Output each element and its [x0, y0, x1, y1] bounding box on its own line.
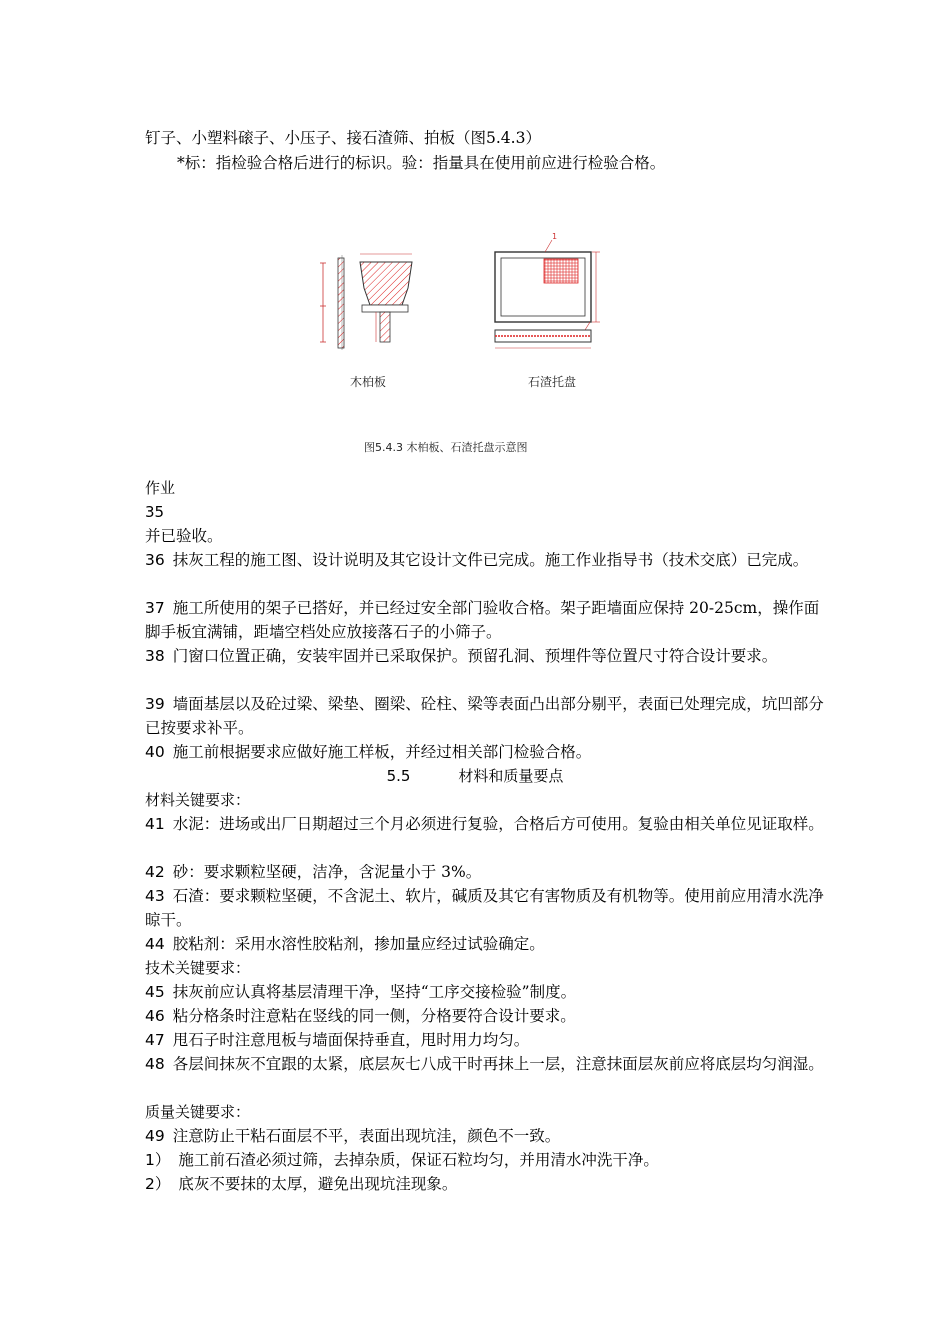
- sub-item-2: 2） 底灰不要抹的太厚，避免出现坑洼现象。: [145, 1175, 458, 1193]
- figure-label-stone-tray: 石渣托盘: [528, 375, 577, 389]
- figure-drawing: [290, 230, 650, 460]
- heading-materials: 材料关键要求：: [145, 791, 251, 809]
- list-item-42: 42 砂：要求颗粒坚硬，洁净，含泥量小于 3%。: [145, 863, 482, 881]
- section-heading-5-5: 5.5 材料和质量要点: [386, 767, 564, 785]
- item-35-number: 35: [145, 503, 165, 521]
- heading-technical: 技术关键要求：: [145, 959, 251, 977]
- stone-tray-drawing: [495, 232, 600, 348]
- list-item-49: 49 注意防止干粘石面层不平，表面出现坑洼，颜色不一致。: [145, 1127, 561, 1145]
- figure-caption: 图5.4.3 木柏板、石渣托盘示意图: [364, 441, 528, 454]
- list-item-44: 44 胶粘剂：采用水溶性胶粘剂，掺加量应经过试验确定。: [145, 935, 545, 953]
- list-item-46: 46 粘分格条时注意粘在竖线的同一侧，分格要符合设计要求。: [145, 1007, 576, 1025]
- heading-work: 作业: [145, 479, 176, 497]
- list-item-41: 41 水泥：进场或出厂日期超过三个月必须进行复验，合格后方可使用。复验由相关单位见证取样。: [145, 815, 824, 833]
- wood-float-drawing: [320, 254, 412, 350]
- item-35-text: 并已验收。: [145, 527, 223, 545]
- sub-item-1: 1） 施工前石渣必须过筛，去掉杂质，保证石粒均匀，并用清水冲洗干净。: [145, 1151, 659, 1169]
- list-item-48: 48 各层间抹灰不宜跟的太紧，底层灰七八成干时再抹上一层，注意抹面层灰前应将底层均匀润湿。: [145, 1055, 824, 1073]
- list-item-39: 39 墙面基层以及砼过梁、梁垫、圈梁、砼柱、梁等表面凸出部分剔平，表面已处理完成，坑凹部分已按要求补平。: [145, 695, 824, 737]
- heading-quality: 质量关键要求：: [145, 1103, 251, 1121]
- text-line-tools: 钉子、小塑料磙子、小压子、接石渣筛、拍板（图5.4.3）: [145, 129, 541, 147]
- text-line-note: *标：指检验合格后进行的标识。验：指量具在使用前应进行检验合格。: [177, 154, 666, 172]
- list-item-47: 47 甩石子时注意甩板与墙面保持垂直，甩时用力均匀。: [145, 1031, 530, 1049]
- list-item-43: 43 石渣：要求颗粒坚硬，不含泥土、软片，碱质及其它有害物质及有机物等。使用前应用清水洗净晾干。: [145, 887, 824, 929]
- figure-label-wood-float: 木柏板: [350, 375, 387, 389]
- list-item-36: 36 抹灰工程的施工图、设计说明及其它设计文件已完成。施工作业指导书（技术交底）已完成。: [145, 551, 809, 569]
- list-item-40: 40 施工前根据要求应做好施工样板，并经过相关部门检验合格。: [145, 743, 592, 761]
- list-item-45: 45 抹灰前应认真将基层清理干净，坚持“工序交接检验”制度。: [145, 983, 577, 1001]
- list-item-38: 38 门窗口位置正确，安装牢固并已采取保护。预留孔洞、预埋件等位置尺寸符合设计要求。: [145, 647, 778, 665]
- figure-5-4-3: [290, 230, 650, 460]
- callout-number: 1: [552, 232, 558, 241]
- list-item-37: 37 施工所使用的架子已搭好，并已经过安全部门验收合格。架子距墙面应保持 20-25cm，操作面脚手板宜满铺，距墙空档处应放接落石子的小筛子。: [145, 599, 820, 641]
